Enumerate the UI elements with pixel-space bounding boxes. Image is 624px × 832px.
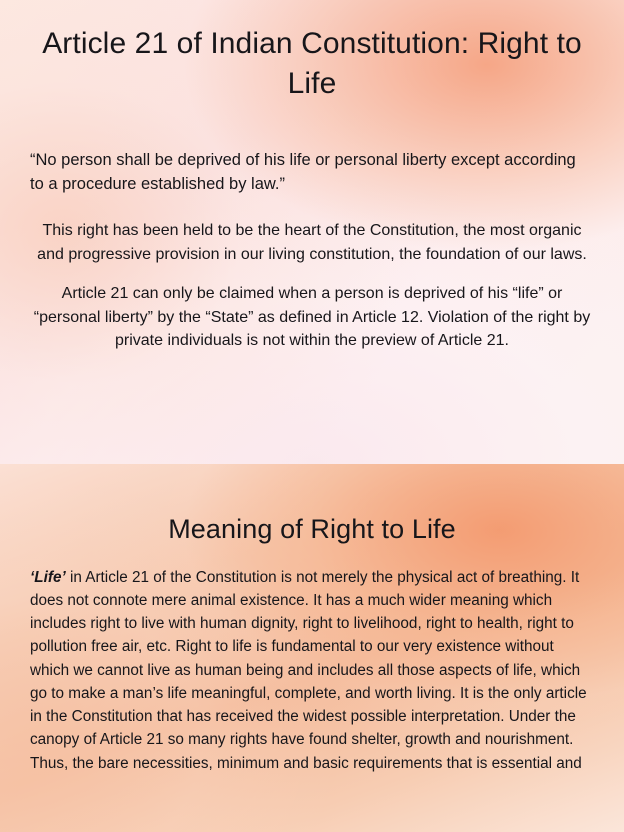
section-title: Meaning of Right to Life [168, 514, 456, 544]
paragraph-meaning-body: in Article 21 of the Constitution is not merely the physical act of breathing. It does not connote mere animal existence. It has a much wider meaning which includes right to live with human dignity, right to livelihood, right to health, right to pollution free air, etc. Right to life is fundamental to our very existence without which we cannot live as human being and includes all those aspects of life, which go to make a man’s life meaningful, complete, and worth living. It is the only article in the Constitution that has received the widest possible interpretation. Under the canopy of Article 21 so many rights have found shelter, growth and nourishment. Thus, the bare necessities, minimum and basic requirements that is essential and [30, 568, 587, 772]
term-life: ‘Life’ [30, 568, 66, 586]
paragraph-claim-conditions: Article 21 can only be claimed when a person is deprived of his “life” or “personal liberty” by the “State” as defined in Article 12. Violation of the right by private individuals is not within the preview of Article 21. [33, 285, 591, 350]
page-title: Article 21 of Indian Constitution: Right to Life [42, 27, 582, 100]
paragraph-meaning-of-life [26, 566, 598, 775]
slide-meaning-right-to-life [0, 464, 624, 832]
constitution-quote: “No person shall be deprived of his life or personal liberty except according to a procedure established by law.” [30, 151, 576, 194]
paragraph-heart-of-constitution: This right has been held to be the heart of the Constitution, the most organic and progressive provision in our living constitution, the foundation of our laws. [37, 222, 587, 263]
